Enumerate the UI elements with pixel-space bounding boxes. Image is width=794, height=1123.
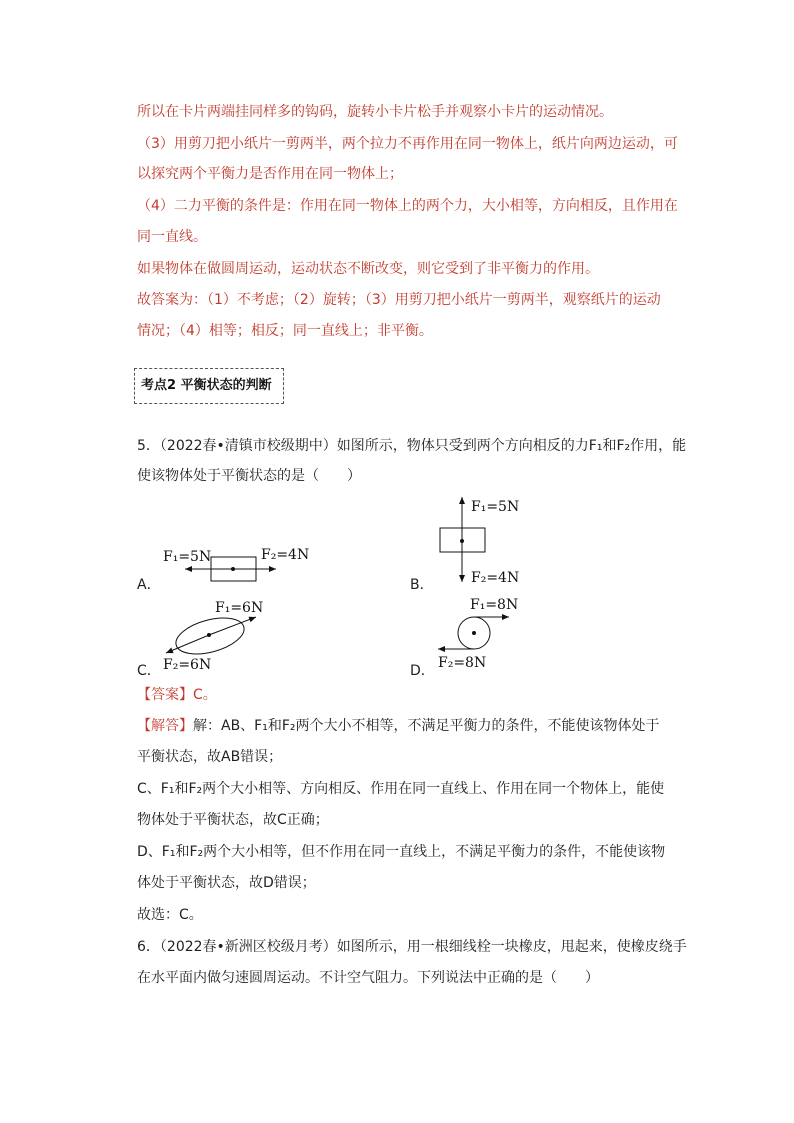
solution-line: （4）二力平衡的条件是：作用在同一物体上的两个力，大小相等，方向相反，且作用在	[137, 198, 678, 214]
force-label: F₂=6N	[163, 657, 212, 673]
diagram-d	[438, 597, 518, 671]
diagram-a	[163, 547, 309, 581]
force-label: F₁=5N	[471, 499, 520, 515]
diagram-b	[440, 497, 519, 586]
analysis-text: 解：AB、F₁和F₂两个大小不相等，不满足平衡力的条件，不能使该物体处于	[193, 718, 660, 734]
option-c-label: C．	[137, 663, 161, 679]
solution-line: 故答案为：（1）不考虑；（2）旋转；（3）用剪刀把小纸片一剪两半，观察纸片的运动	[137, 292, 661, 308]
analysis-line: 物体处于平衡状态，故C正确；	[137, 812, 329, 828]
analysis-line: C、F₁和F₂两个大小相等、方向相反、作用在同一直线上、作用在同一个物体上，能使	[137, 781, 665, 797]
answer-line: 【答案】C。	[137, 687, 217, 703]
solution-line: 情况；（4）相等；相反；同一直线上；非平衡。	[137, 323, 433, 339]
force-label: F₁=8N	[470, 597, 519, 613]
option-a-label: A．	[137, 577, 161, 593]
solution-line: 同一直线。	[137, 229, 207, 245]
force-label: F₂=4N	[471, 570, 520, 586]
section-title-box	[134, 368, 284, 404]
option-d-label: D．	[410, 663, 435, 679]
question-5-stem: 使该物体处于平衡状态的是（ ）	[137, 468, 361, 484]
analysis-line: 平衡状态，故AB错误；	[137, 749, 283, 765]
analysis-line	[137, 716, 660, 736]
force-label: F₁=6N	[215, 600, 264, 616]
solution-line: （3）用剪刀把小纸片一剪两半，两个拉力不再作用在同一物体上，纸片向两边运动，可	[137, 136, 678, 152]
diagram-c	[163, 600, 263, 673]
solution-line: 所以在卡片两端挂同样多的钩码，旋转小卡片松手并观察小卡片的运动情况。	[137, 104, 613, 120]
force-label: F₂=8N	[438, 655, 487, 671]
analysis-line: 体处于平衡状态，故D错误；	[137, 875, 316, 891]
force-label: F₂=4N	[261, 547, 310, 563]
solution-line: 如果物体在做圆周运动，运动状态不断改变，则它受到了非平衡力的作用。	[137, 261, 599, 277]
question-5-stem: 5．（2022春•清镇市校级期中）如图所示，物体只受到两个方向相反的力F₁和F₂作用，能	[137, 438, 687, 454]
section-title: 考点2 平衡状态的判断	[141, 378, 272, 393]
analysis-line: D、F₁和F₂两个大小相等，但不作用在同一直线上，不满足平衡力的条件，不能使该物	[137, 844, 666, 860]
solution-line: 以探究两个平衡力是否作用在同一物体上；	[137, 166, 403, 182]
question-6-stem: 在水平面内做匀速圆周运动。不计空气阻力。下列说法中正确的是（ ）	[137, 970, 599, 986]
force-label: F₁=5N	[163, 549, 212, 565]
question-6-stem: 6．（2022春•新洲区校级月考）如图所示，用一根细线栓一块橡皮，甩起来，使橡皮绕手	[137, 939, 687, 955]
analysis-tag: 【解答】	[137, 718, 193, 734]
analysis-line: 故选：C。	[137, 907, 203, 923]
option-b-label: B．	[410, 577, 434, 593]
